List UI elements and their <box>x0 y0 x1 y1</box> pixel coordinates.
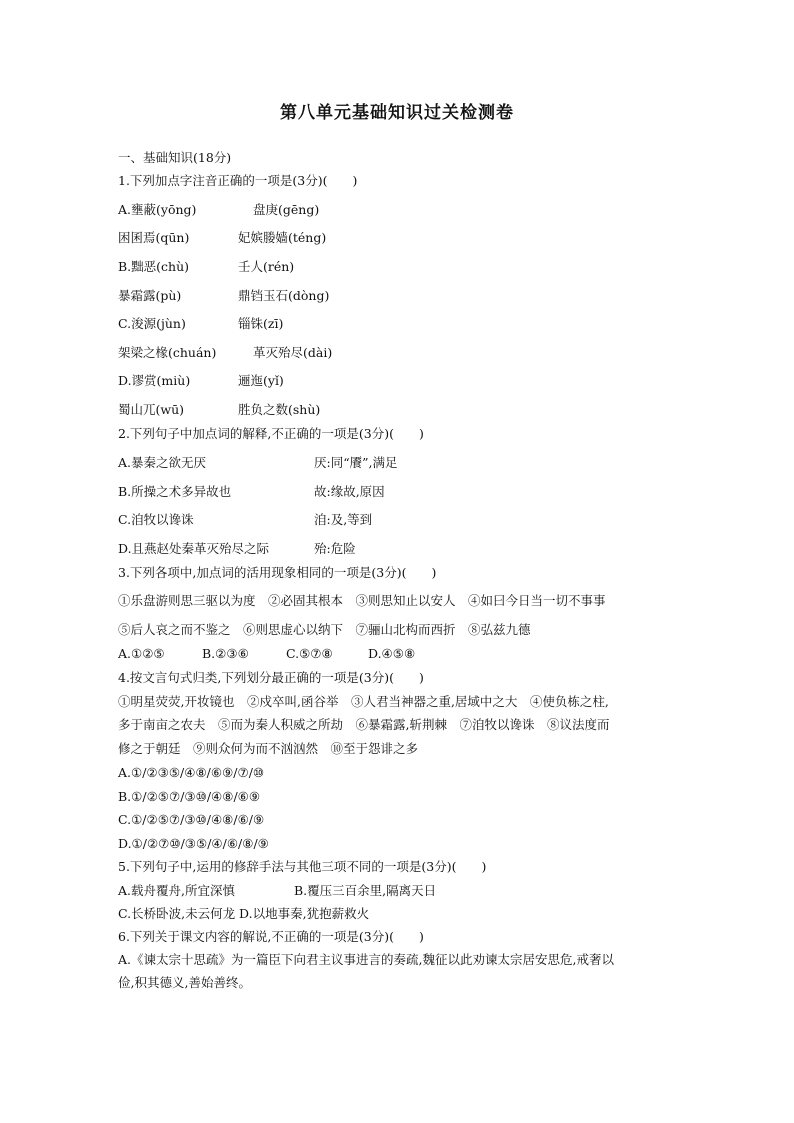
q3-items: ①乐盘游则思三驱以为度 ②必固其根本 ③则思知止以安人 ④如曰今日当一切不事事 <box>118 593 606 608</box>
q1-item: 盘庚(gēng) <box>253 202 320 217</box>
q2-sentence: B.所操之术多异故也 <box>118 484 232 499</box>
q2-explanation: 殆:危险 <box>314 541 356 556</box>
q1-option-row <box>118 202 418 218</box>
q2-sentence: C.洎牧以谗诛 <box>118 512 194 527</box>
q2-sentence: A.暴秦之欲无厌 <box>118 455 207 470</box>
q1-option-row <box>118 402 418 418</box>
q6-option-a-continued: 俭,积其德义,善始善终。 <box>118 975 251 990</box>
q6-option-a: A.《谏太宗十思疏》为一篇臣下向君主议事进言的奏疏,魏征以此劝谏太宗居安思危,戒奢以 <box>118 952 614 967</box>
q1-item: 蜀山兀(wū) <box>118 402 185 417</box>
q4-option-d: D.①/②⑦⑩/③⑤/④/⑥/⑧/⑨ <box>118 836 269 851</box>
q1-item: 鼎铛玉石(dòng) <box>238 288 330 303</box>
q1-option-row <box>118 259 418 275</box>
q1-option-row <box>118 345 418 361</box>
q1-item: 革灭殆尽(dài) <box>253 345 333 360</box>
q3-items: ⑤后人哀之而不鉴之 ⑥则思虚心以纳下 ⑦骊山北构而西折 ⑧弘兹九德 <box>118 622 531 637</box>
question-3-stem: 3.下列各项中,加点词的活用现象相同的一项是(3分)( ) <box>118 565 437 580</box>
q1-item: 胜负之数(shù) <box>238 402 321 417</box>
q3-option-a: A.①②⑤ <box>118 646 165 661</box>
q1-item: A.壅蔽(yōng) <box>118 202 197 217</box>
q5-options-cd: C.长桥卧波,未云何龙 D.以地事秦,犹抱薪救火 <box>118 906 370 921</box>
q4-option-c: C.①/②⑤⑦/③⑩/④⑧/⑥/⑨ <box>118 812 265 827</box>
q1-option-row <box>118 373 418 389</box>
q2-option-row <box>118 541 518 557</box>
question-1-stem: 1.下列加点字注音正确的一项是(3分)( ) <box>118 173 358 188</box>
q5-option-b: B.覆压三百余里,隔离天日 <box>294 883 437 898</box>
q4-items: ①明星荧荧,开妆镜也 ②戍卒叫,函谷举 ③人君当神器之重,居域中之大 ④使负栋之柱, <box>118 694 609 709</box>
q4-items: 修之于朝廷 ⑨则众何为而不汹汹然 ⑩至于怨诽之多 <box>118 741 419 756</box>
page-title: 第八单元基础知识过关检测卷 <box>280 103 514 123</box>
q2-option-row <box>118 512 518 528</box>
q4-option-a: A.①/②③⑤/④⑧/⑥⑨/⑦/⑩ <box>118 765 265 780</box>
question-6-stem: 6.下列关于课文内容的解说,不正确的一项是(3分)( ) <box>118 929 424 944</box>
q5-option-a: A.载舟覆舟,所宜深慎 <box>118 883 235 898</box>
q1-item: B.黜恶(chù) <box>118 259 190 274</box>
q1-option-row <box>118 316 418 332</box>
q2-explanation: 厌:同“餍”,满足 <box>314 455 398 470</box>
q1-item: C.浚源(jùn) <box>118 316 186 331</box>
q2-explanation: 故:缘故,原因 <box>314 484 385 499</box>
q1-item: 架梁之椽(chuán) <box>118 345 217 360</box>
q1-item: 妃嫔媵嫱(téng) <box>238 230 327 245</box>
q1-option-row <box>118 230 418 246</box>
q3-option-b: B.②③⑥ <box>202 646 249 661</box>
q4-items: 多于南亩之农夫 ⑤而为秦人积威之所劫 ⑥暴霜露,斩荆棘 ⑦洎牧以谗诛 ⑧议法度而 <box>118 717 610 732</box>
q3-option-d: D.④⑤⑧ <box>368 646 416 661</box>
q3-options <box>118 646 518 662</box>
question-4-stem: 4.按文言句式归类,下列划分最正确的一项是(3分)( ) <box>118 670 424 685</box>
q1-option-row <box>118 288 418 304</box>
q1-item: 困囷焉(qūn) <box>118 230 190 245</box>
q1-item: 壬人(rén) <box>238 259 295 274</box>
question-5-stem: 5.下列句子中,运用的修辞手法与其他三项不同的一项是(3分)( ) <box>118 859 487 874</box>
q2-option-row <box>118 484 518 500</box>
question-2-stem: 2.下列句子中加点词的解释,不正确的一项是(3分)( ) <box>118 426 424 441</box>
q1-item: 锱铢(zī) <box>238 316 284 331</box>
q2-explanation: 洎:及,等到 <box>314 512 373 527</box>
q1-item: D.谬赏(miù) <box>118 373 191 388</box>
q2-sentence: D.且燕赵处秦革灭殆尽之际 <box>118 541 270 556</box>
q5-options-row <box>118 883 518 899</box>
q2-option-row <box>118 455 518 471</box>
section-heading: 一、基础知识(18分) <box>118 150 232 165</box>
q4-option-b: B.①/②⑤⑦/③⑩/④⑧/⑥⑨ <box>118 789 261 804</box>
q1-item: 逦迤(yǐ) <box>238 373 284 388</box>
q3-option-c: C.⑤⑦⑧ <box>286 646 333 661</box>
q1-item: 暴霜露(pù) <box>118 288 182 303</box>
